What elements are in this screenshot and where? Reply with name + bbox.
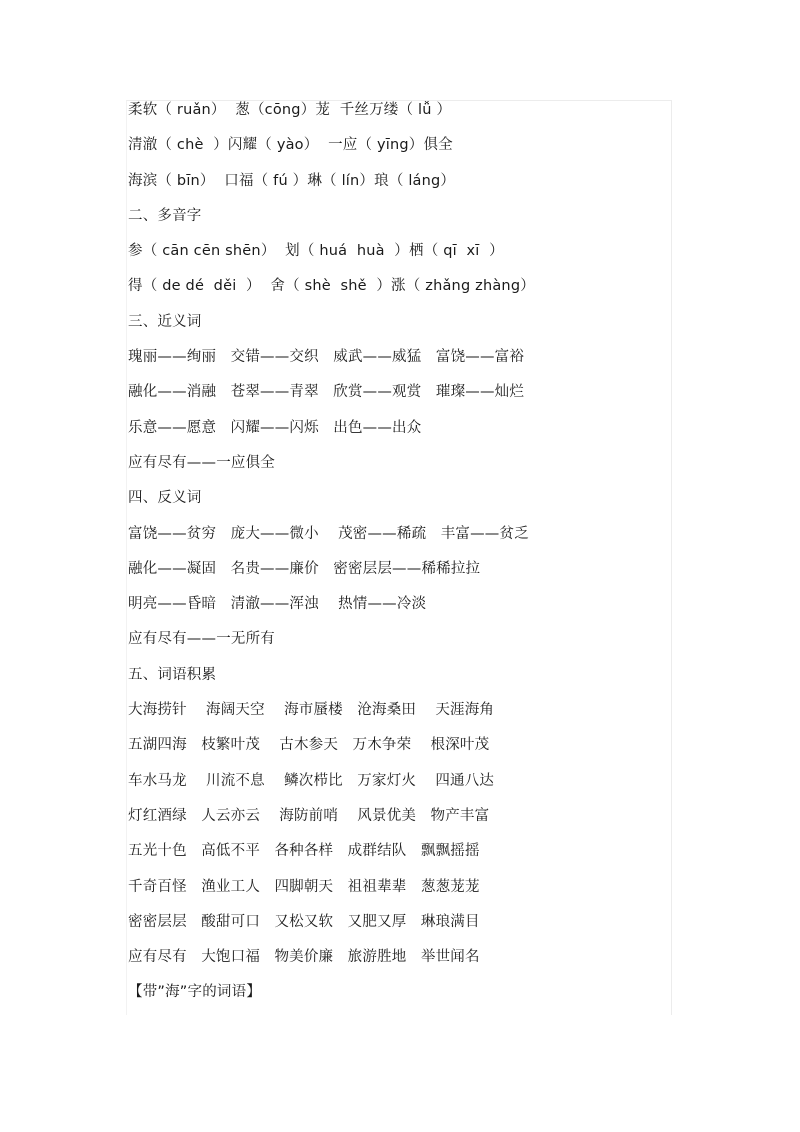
synonym-line-2: 融化——消融 苍翠——青翠 欣赏——观赏 璀璨——灿烂 (128, 384, 525, 401)
pinyin-line-1: 柔软（ ruǎn） 葱（cōng）茏 千丝万缕（ lǚ ） (128, 102, 452, 118)
polyphone-line-2: 得（ de dé děi ） 舍（ shè shě ）涨（ zhǎng zhàng） (128, 278, 535, 295)
section-heading-synonyms: 三、近义词 (128, 313, 202, 330)
vocabulary-line-2: 五湖四海 枝繁叶茂 古木参天 万木争荣 根深叶茂 (128, 737, 490, 754)
section-heading-antonyms: 四、反义词 (128, 490, 202, 507)
vocabulary-line-8: 应有尽有 大饱口福 物美价廉 旅游胜地 举世闻名 (128, 949, 480, 966)
vocabulary-line-4: 灯红酒绿 人云亦云 海防前哨 风景优美 物产丰富 (128, 807, 490, 824)
polyphone-line-1: 参（ cān cēn shēn） 划（ huá huà ）栖（ qī xī ） (128, 243, 504, 260)
synonym-line-4: 应有尽有——一应俱全 (128, 454, 275, 471)
antonym-line-2: 融化——凝固 名贵——廉价 密密层层——稀稀拉拉 (128, 560, 481, 577)
vocabulary-line-7: 密密层层 酸甜可口 又松又软 又肥又厚 琳琅满目 (128, 913, 480, 930)
section-heading-vocabulary: 五、词语积累 (128, 666, 217, 683)
antonym-line-1: 富饶——贫穷 庞大——微小 茂密——稀疏 丰富——贫乏 (128, 525, 529, 542)
vocabulary-line-6: 千奇百怪 渔业工人 四脚朝天 祖祖辈辈 葱葱茏茏 (128, 878, 480, 895)
synonym-line-3: 乐意——愿意 闪耀——闪烁 出色——出众 (128, 419, 422, 436)
pinyin-line-3: 海滨（ bīn） 口福（ fú ）琳（ lín）琅（ láng） (128, 172, 456, 189)
pinyin-line-2: 清澈（ chè ）闪耀（ yào） 一应（ yīng）俱全 (128, 137, 453, 154)
subsection-heading-hai-words: 【带”海”字的词语】 (128, 984, 262, 1001)
vocabulary-line-1: 大海捞针 海阔天空 海市蜃楼 沧海桑田 天涯海角 (128, 702, 495, 719)
vocabulary-line-5: 五光十色 高低不平 各种各样 成群结队 飘飘摇摇 (128, 843, 480, 860)
synonym-line-1: 瑰丽——绚丽 交错——交织 威武——威猛 富饶——富裕 (128, 349, 525, 366)
antonym-line-3: 明亮——昏暗 清澈——浑浊 热情——冷淡 (128, 596, 427, 613)
vocabulary-line-3: 车水马龙 川流不息 鳞次栉比 万家灯火 四通八达 (128, 772, 495, 789)
antonym-line-4: 应有尽有——一无所有 (128, 631, 275, 648)
section-heading-polyphones: 二、多音字 (128, 207, 202, 224)
document-body (128, 98, 668, 1016)
